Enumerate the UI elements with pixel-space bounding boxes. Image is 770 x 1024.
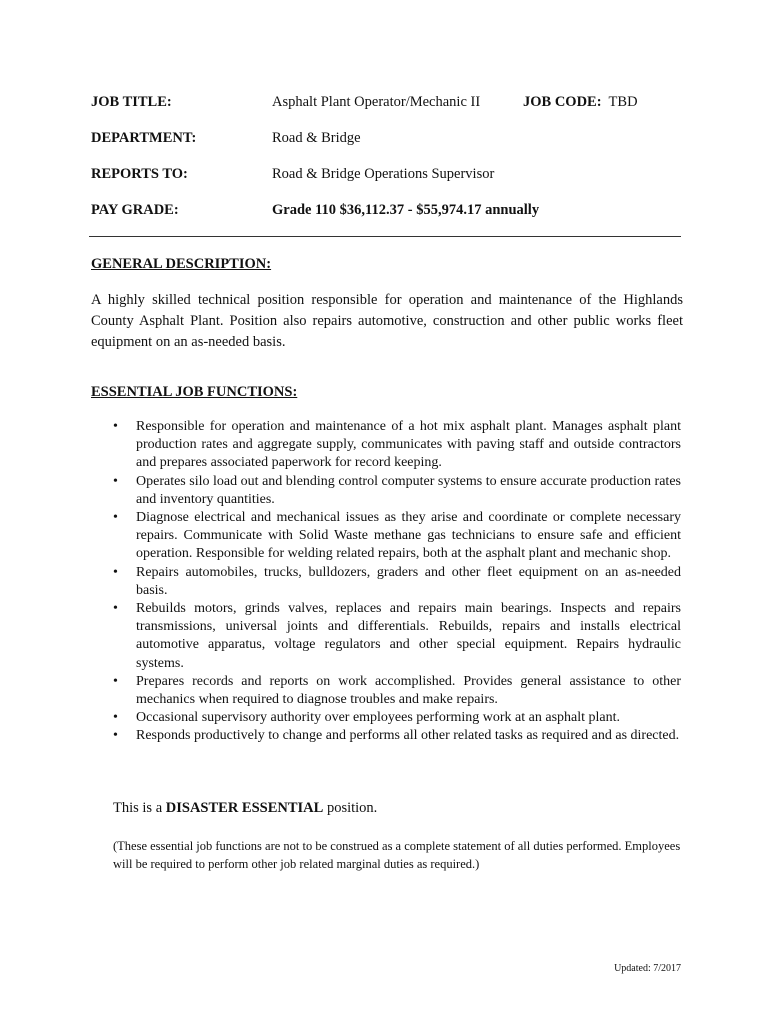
reports-to-row bbox=[91, 164, 680, 184]
disaster-prefix: This is a bbox=[113, 800, 166, 816]
list-item: • Occasional supervisory authority over employees performing work at an asphalt plant. bbox=[136, 709, 681, 727]
job-title-value: Asphalt Plant Operator/Mechanic II bbox=[272, 94, 481, 110]
list-item: • Responds productively to change and performs all other related tasks as required and as directed. bbox=[136, 727, 681, 745]
department-value: Road & Bridge bbox=[272, 130, 361, 146]
reports-to-value: Road & Bridge Operations Supervisor bbox=[272, 166, 495, 182]
job-title-label: JOB TITLE: bbox=[91, 94, 172, 110]
list-item: • Rebuilds motors, grinds valves, replaces and repairs main bearings. Inspects and repairs transmissions, universal joints and differentials. Rebuilds, repairs and installs electrical automotive apparatus, voltage regulators and other special equipment. Repairs hydraulic systems. bbox=[136, 600, 681, 673]
job-code-label: JOB CODE: bbox=[523, 94, 602, 110]
department-label: DEPARTMENT: bbox=[91, 130, 197, 146]
job-code-value: TBD bbox=[608, 94, 638, 110]
disaster-suffix: position. bbox=[323, 800, 378, 816]
essential-functions-heading: ESSENTIAL JOB FUNCTIONS: bbox=[91, 384, 298, 400]
general-description-heading: GENERAL DESCRIPTION: bbox=[91, 256, 272, 272]
pay-grade-label: PAY GRADE: bbox=[91, 202, 179, 218]
header-divider bbox=[89, 236, 681, 237]
updated-footer: Updated: 7/2017 bbox=[614, 963, 681, 974]
job-title-row bbox=[91, 92, 680, 112]
disaster-emphasis: DISASTER ESSENTIAL bbox=[165, 800, 324, 816]
job-code bbox=[523, 92, 638, 112]
list-item: • Prepares records and reports on work accomplished. Provides general assistance to other mechanics when required to diagnose troubles and make repairs. bbox=[136, 673, 681, 709]
reports-to-label: REPORTS TO: bbox=[91, 166, 188, 182]
essential-functions-list bbox=[91, 418, 681, 746]
list-item: • Operates silo load out and blending control computer systems to ensure accurate production rates and inventory quantities. bbox=[136, 473, 681, 509]
department-row bbox=[91, 128, 680, 148]
list-item: • Repairs automobiles, trucks, bulldozers, graders and other fleet equipment on an as-needed basis. bbox=[136, 564, 681, 600]
list-item: • Responsible for operation and maintenance of a hot mix asphalt plant. Manages asphalt plant production rates and aggregate supply, communicates with paving staff and outside contractors and prepares associated paperwork for record keeping. bbox=[136, 418, 681, 473]
list-item: • Diagnose electrical and mechanical issues as they arise and coordinate or complete necessary repairs. Communicate with Solid Waste methane gas technicians to ensure safe and efficient operation. Responsible for welding related repairs, both at the asphalt plant and mechanic shop. bbox=[136, 509, 681, 564]
general-description-text: A highly skilled technical position responsible for operation and maintenance of the Highlands County Asphalt Plant. Position also repairs automotive, construction and other public works fleet equipment on an as-needed basis. bbox=[91, 292, 683, 350]
disaster-essential-statement bbox=[113, 800, 377, 817]
disclaimer-note: (These essential job functions are not to be construed as a complete statement of all duties performed. Employees will be required to perform other job related marginal duties as required.) bbox=[113, 839, 681, 871]
pay-grade-row bbox=[91, 200, 680, 220]
pay-grade-value: Grade 110 $36,112.37 - $55,974.17 annually bbox=[272, 202, 540, 218]
